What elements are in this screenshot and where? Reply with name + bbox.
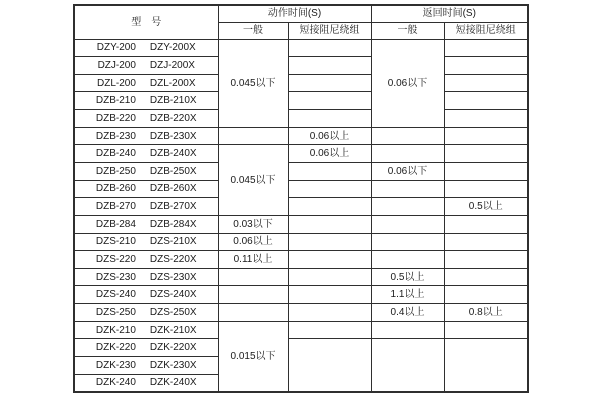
model-name: DZB-210X [149, 95, 197, 107]
spec-table [73, 4, 529, 393]
value-cell [371, 145, 444, 163]
value-cell [444, 180, 528, 198]
value-cell [371, 321, 444, 339]
value-cell: 0.015以下 [218, 321, 288, 392]
value-cell [444, 145, 528, 163]
table-row [74, 127, 528, 145]
model-name: DZS-250X [149, 306, 197, 318]
value-cell [288, 110, 371, 128]
model-name: DZS-230X [149, 271, 197, 283]
model-name: DZS-210X [149, 236, 197, 248]
model-cell [74, 304, 218, 322]
model-name: DZL-200 [97, 77, 136, 89]
value-cell [288, 198, 371, 216]
header-return-group: 返回时间(S) [371, 5, 528, 22]
model-name: DZS-240X [149, 289, 197, 301]
model-cell [74, 374, 218, 392]
value-cell: 0.06以上 [288, 145, 371, 163]
table-row [74, 304, 528, 322]
value-cell [371, 339, 444, 392]
table-row [74, 286, 528, 304]
header-return-damping: 短接阻尼绕组 [444, 22, 528, 39]
value-cell [371, 251, 444, 269]
table-row [74, 215, 528, 233]
value-cell: 0.06以下 [371, 162, 444, 180]
value-cell [288, 251, 371, 269]
value-cell [371, 215, 444, 233]
model-name: DZK-210 [95, 324, 136, 336]
model-cell [74, 180, 218, 198]
table-row [74, 110, 528, 128]
value-cell [444, 39, 528, 57]
value-cell [371, 127, 444, 145]
model-name: DZJ-200X [149, 59, 195, 71]
value-cell [218, 304, 288, 322]
value-cell: 0.045以下 [218, 145, 288, 216]
table-row [74, 162, 528, 180]
model-cell [74, 145, 218, 163]
table-row [74, 180, 528, 198]
model-name: DZS-220X [149, 254, 197, 265]
value-cell [288, 215, 371, 233]
model-cell [74, 110, 218, 128]
value-cell [444, 321, 528, 339]
model-cell [74, 321, 218, 339]
model-name: DZB-230X [149, 130, 197, 142]
table-body [74, 39, 528, 392]
model-cell [74, 268, 218, 286]
model-name: DZB-284X [149, 218, 197, 230]
value-cell [288, 162, 371, 180]
table-row [74, 233, 528, 251]
header-model: 型 号 [74, 5, 218, 39]
model-name: DZB-230 [95, 130, 136, 142]
model-name: DZB-220X [149, 112, 197, 124]
value-cell [444, 127, 528, 145]
model-name: DZK-230X [149, 359, 197, 371]
value-cell [288, 39, 371, 57]
model-name: DZS-220 [95, 254, 136, 265]
value-cell [444, 162, 528, 180]
value-cell [288, 57, 371, 75]
value-cell: 0.11以上 [218, 251, 288, 269]
value-cell [444, 57, 528, 75]
model-name: DZB-240X [149, 148, 197, 160]
model-cell [74, 198, 218, 216]
value-cell [288, 339, 371, 392]
value-cell [444, 251, 528, 269]
value-cell: 0.5以上 [444, 198, 528, 216]
model-name: DZK-240X [149, 377, 197, 389]
table-row [74, 321, 528, 339]
model-name: DZJ-200 [97, 59, 136, 71]
value-cell [218, 286, 288, 304]
model-name: DZB-260 [95, 183, 136, 195]
table-row [74, 92, 528, 110]
model-cell [74, 92, 218, 110]
header-row-groups [74, 5, 528, 22]
value-cell: 1.1以上 [371, 286, 444, 304]
model-name: DZS-230 [95, 271, 136, 283]
table-row [74, 268, 528, 286]
value-cell: 0.06以上 [288, 127, 371, 145]
value-cell: 0.045以下 [218, 39, 288, 127]
value-cell: 0.8以上 [444, 304, 528, 322]
value-cell: 0.06以上 [218, 233, 288, 251]
model-name: DZB-270 [95, 201, 136, 213]
value-cell [444, 268, 528, 286]
table-row [74, 57, 528, 75]
model-name: DZY-200 [96, 42, 136, 54]
header-action-group: 动作时间(S) [218, 5, 371, 22]
table-row [74, 198, 528, 216]
value-cell [288, 286, 371, 304]
table-row [74, 74, 528, 92]
value-cell [444, 233, 528, 251]
model-name: DZB-260X [149, 183, 197, 195]
value-cell [288, 233, 371, 251]
value-cell [444, 74, 528, 92]
value-cell [288, 74, 371, 92]
model-name: DZB-240 [95, 148, 136, 160]
table-row [74, 39, 528, 57]
model-name: DZB-250X [149, 165, 197, 177]
value-cell [218, 127, 288, 145]
table-row [74, 339, 528, 357]
value-cell [371, 233, 444, 251]
model-cell [74, 215, 218, 233]
table-header [74, 5, 528, 39]
value-cell [288, 268, 371, 286]
value-cell [288, 304, 371, 322]
value-cell [444, 339, 528, 392]
model-name: DZS-250 [95, 306, 136, 318]
model-cell [74, 127, 218, 145]
model-name: DZK-220X [149, 342, 197, 354]
model-name: DZB-284 [95, 218, 136, 230]
model-name: DZB-250 [95, 165, 136, 177]
value-cell: 0.5以上 [371, 268, 444, 286]
model-name: DZK-240 [95, 377, 136, 389]
value-cell: 0.4以上 [371, 304, 444, 322]
value-cell [218, 268, 288, 286]
model-cell [74, 162, 218, 180]
header-action-general: 一般 [218, 22, 288, 39]
table-row [74, 251, 528, 269]
model-cell [74, 357, 218, 375]
model-cell [74, 74, 218, 92]
header-return-general: 一般 [371, 22, 444, 39]
model-name: DZS-210 [95, 236, 136, 248]
value-cell [444, 92, 528, 110]
value-cell [288, 321, 371, 339]
value-cell [371, 180, 444, 198]
model-cell [74, 339, 218, 357]
header-action-damping: 短接阻尼绕组 [288, 22, 371, 39]
model-name: DZB-270X [149, 201, 197, 213]
value-cell [444, 110, 528, 128]
value-cell: 0.06以下 [371, 39, 444, 127]
value-cell [371, 198, 444, 216]
model-name: DZL-200X [149, 77, 196, 89]
value-cell [288, 92, 371, 110]
model-name: DZB-220 [95, 112, 136, 124]
value-cell: 0.03以下 [218, 215, 288, 233]
model-name: DZY-200X [149, 42, 196, 54]
model-name: DZK-230 [95, 359, 136, 371]
value-cell [288, 180, 371, 198]
value-cell [444, 215, 528, 233]
model-cell [74, 286, 218, 304]
model-cell [74, 233, 218, 251]
model-cell [74, 39, 218, 57]
model-name: DZS-240 [95, 289, 136, 301]
model-name: DZK-210X [149, 324, 197, 336]
model-cell [74, 251, 218, 269]
model-cell [74, 57, 218, 75]
value-cell [444, 286, 528, 304]
model-name: DZB-210 [95, 95, 136, 107]
model-name: DZK-220 [95, 342, 136, 354]
table-row [74, 145, 528, 163]
